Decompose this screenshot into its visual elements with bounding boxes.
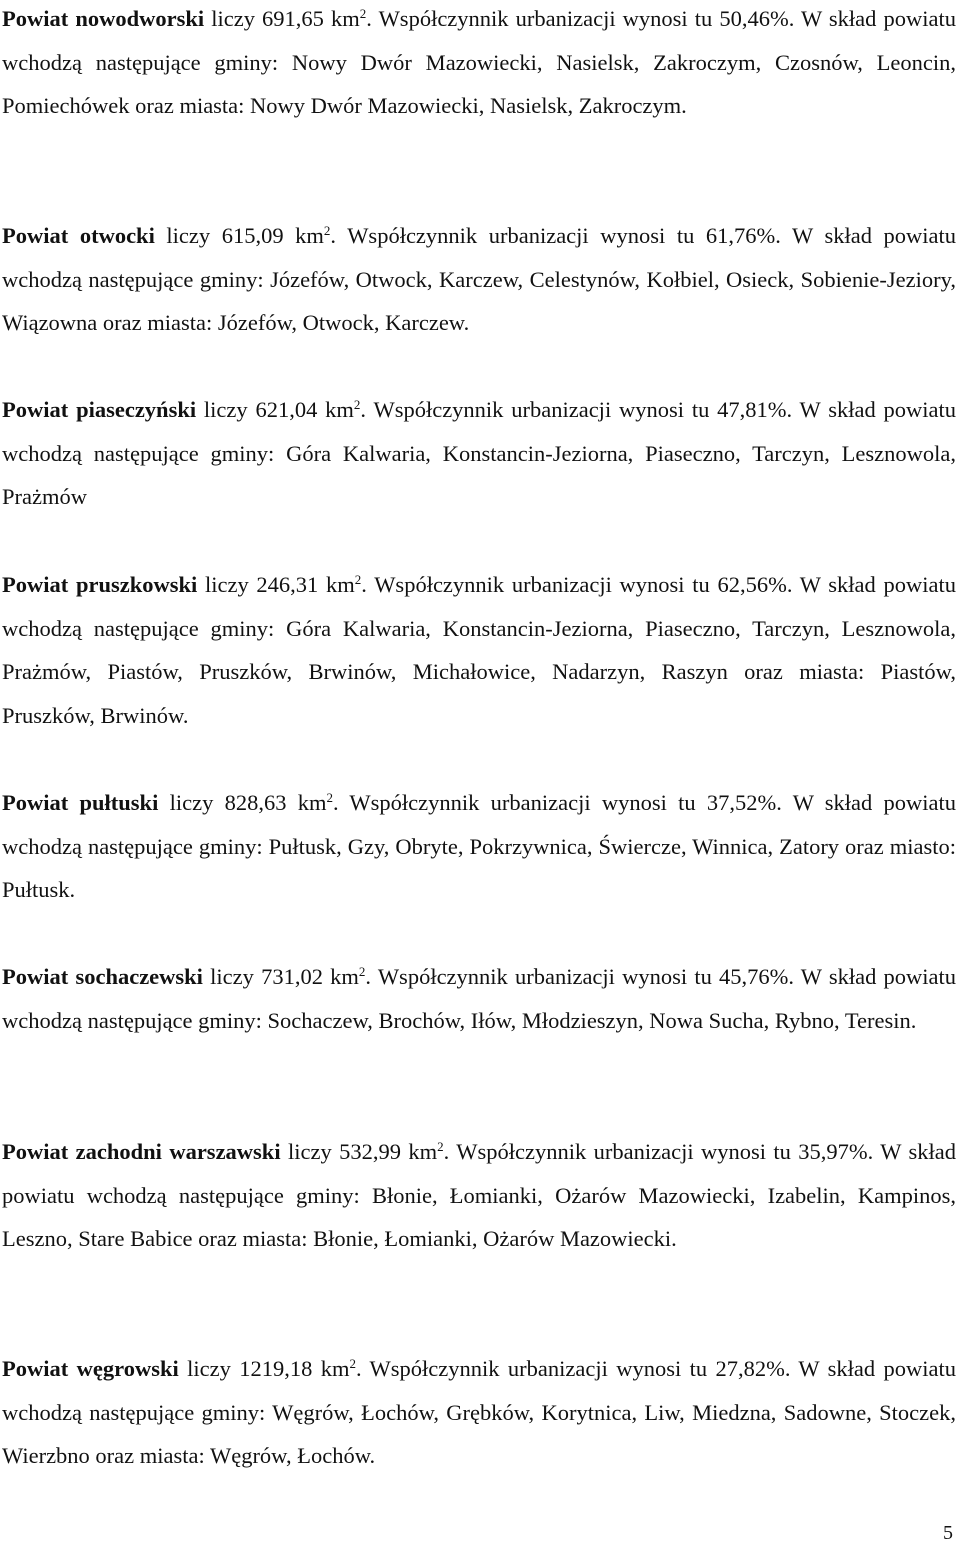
- powiat-name: zachodni warszawski: [75, 1139, 281, 1164]
- paragraph-powiat-zachodni-warszawski: [2, 1130, 956, 1261]
- area-superscript: 2: [323, 223, 331, 238]
- paragraph-prefix: Powiat: [2, 397, 69, 422]
- area-superscript: 2: [353, 397, 361, 412]
- area-text: liczy 246,31 km: [204, 572, 355, 597]
- area-text: liczy 691,65 km: [211, 6, 360, 31]
- area-superscript: 2: [349, 1356, 356, 1371]
- area-superscript: 2: [359, 6, 367, 21]
- area-text: liczy 731,02 km: [210, 964, 359, 989]
- paragraph-prefix: Powiat: [2, 1356, 69, 1381]
- powiat-name: piaseczyński: [76, 397, 197, 422]
- paragraph-body: . Współczynnik urbanizacji wynosi tu 50,46%. W skład powiatu wchodzą następujące gminy: Nowy Dwór Mazowiecki, Nasielsk, Zakroczym, Czosnów, Leoncin, Pomiechówek oraz miasta: Nowy Dwór Mazowiecki, Nasielsk, Zakroczym.: [2, 6, 956, 118]
- paragraph-powiat-pruszkowski: [2, 563, 956, 737]
- area-text: liczy 621,04 km: [203, 397, 354, 422]
- area-text: liczy 1219,18 km: [187, 1356, 350, 1381]
- paragraph-prefix: Powiat: [2, 572, 69, 597]
- area-text: liczy 828,63 km: [169, 790, 327, 815]
- paragraph-prefix: Powiat: [2, 1139, 69, 1164]
- paragraph-powiat-piaseczynski: [2, 388, 956, 519]
- paragraph-body: . Współczynnik urbanizacji wynosi tu 62,56%. W skład powiatu wchodzą następujące gminy: Góra Kalwaria, Konstancin-Jeziorna, Piaseczno, Tarczyn, Lesznowola, Prażmów, Piastów, Pruszków, Brwinów, Michałowice, Nadarzyn, Raszyn oraz miasta: Piastów, Pruszków, Brwinów.: [2, 572, 956, 728]
- paragraph-prefix: Powiat: [2, 964, 69, 989]
- powiat-name: pruszkowski: [75, 572, 198, 597]
- powiat-name: sochaczewski: [75, 964, 203, 989]
- paragraph-powiat-wegrowski: [2, 1347, 956, 1478]
- paragraph-powiat-sochaczewski: [2, 955, 956, 1042]
- paragraph-powiat-otwocki: [2, 214, 956, 345]
- powiat-name: pułtuski: [79, 790, 159, 815]
- area-superscript: 2: [326, 790, 333, 805]
- area-superscript: 2: [358, 964, 366, 979]
- paragraph-prefix: Powiat: [2, 790, 69, 815]
- area-superscript: 2: [354, 572, 362, 587]
- area-superscript: 2: [437, 1139, 444, 1154]
- paragraph-powiat-pultuski: [2, 781, 956, 912]
- paragraph-prefix: Powiat: [2, 6, 69, 31]
- paragraph-body: . Współczynnik urbanizacji wynosi tu 47,81%. W skład powiatu wchodzą następujące gminy: Góra Kalwaria, Konstancin-Jeziorna, Piaseczno, Tarczyn, Lesznowola, Prażmów: [2, 397, 957, 509]
- area-text: liczy 615,09 km: [166, 223, 324, 248]
- paragraph-prefix: Powiat: [2, 223, 69, 248]
- paragraph-body: . Współczynnik urbanizacji wynosi tu 35,97%. W skład powiatu wchodzą następujące gminy: Błonie, Łomianki, Ożarów Mazowiecki, Izabelin, Kampinos, Leszno, Stare Babice oraz miasta: Błonie, Łomianki, Ożarów Mazowiecki.: [2, 1139, 957, 1251]
- paragraph-body: . Współczynnik urbanizacji wynosi tu 27,82%. W skład powiatu wchodzą następujące gminy: Węgrów, Łochów, Grębków, Korytnica, Liw, Miedzna, Sadowne, Stoczek, Wierzbno oraz miasta: Węgrów, Łochów.: [2, 1356, 956, 1468]
- paragraph-powiat-nowodworski: [2, 0, 956, 128]
- powiat-name: węgrowski: [76, 1356, 179, 1381]
- page-number: 5: [943, 1522, 953, 1544]
- area-text: liczy 532,99 km: [287, 1139, 438, 1164]
- powiat-name: nowodworski: [75, 6, 205, 31]
- paragraph-body: . Współczynnik urbanizacji wynosi tu 61,76%. W skład powiatu wchodzą następujące gminy: Józefów, Otwock, Karczew, Celestynów, Kołbiel, Osieck, Sobienie-Jeziory, Wiązowna oraz miasta: Józefów, Otwock, Karczew.: [2, 223, 957, 335]
- powiat-name: otwocki: [79, 223, 155, 248]
- paragraph-body: . Współczynnik urbanizacji wynosi tu 45,76%. W skład powiatu wchodzą następujące gminy: Sochaczew, Brochów, Iłów, Młodzieszyn, Nowa Sucha, Rybno, Teresin.: [2, 964, 957, 1033]
- paragraph-body: . Współczynnik urbanizacji wynosi tu 37,52%. W skład powiatu wchodzą następujące gminy: Pułtusk, Gzy, Obryte, Pokrzywnica, Świercze, Winnica, Zatory oraz miasto: Pułtusk.: [2, 790, 957, 902]
